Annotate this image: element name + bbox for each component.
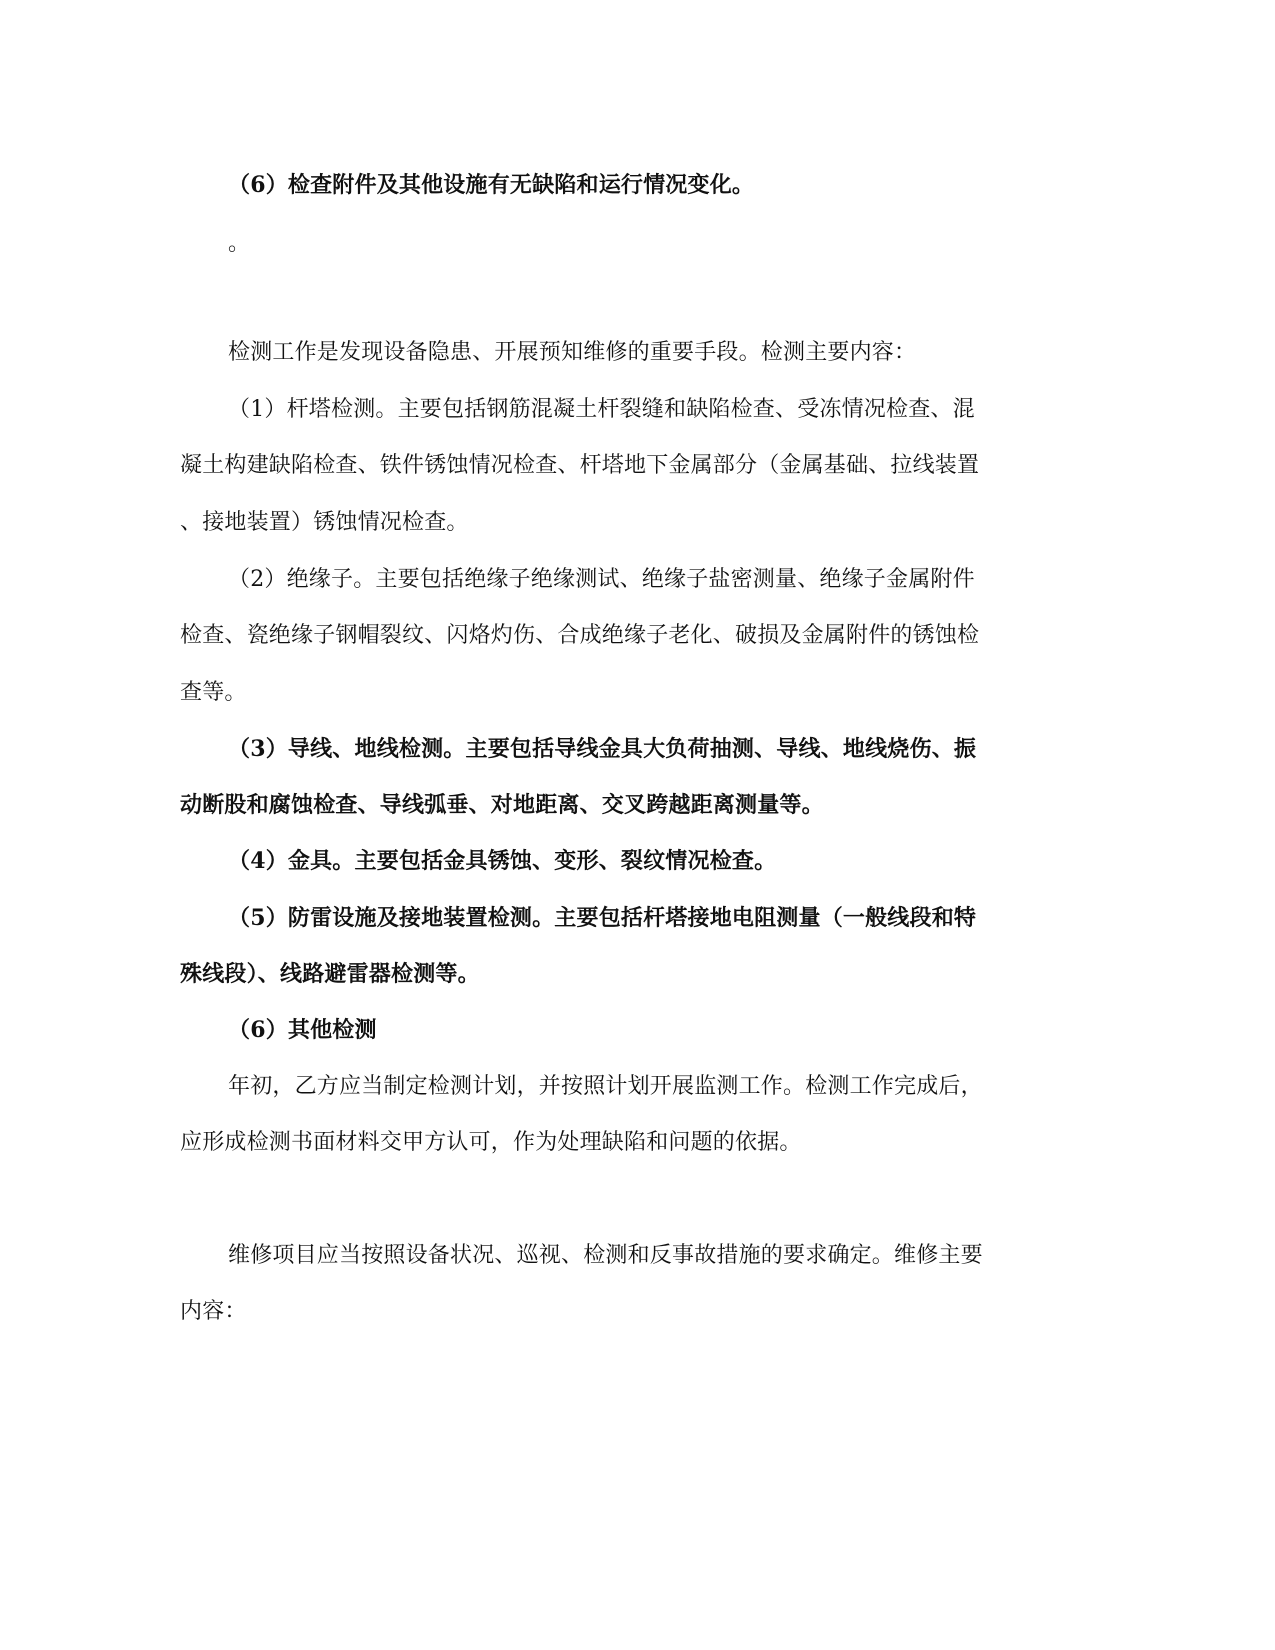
paragraph-line: 年初，乙方应当制定检测计划，并按照计划开展监测工作。检测工作完成后， bbox=[228, 1074, 983, 1099]
paragraph-line: （4）金具。主要包括金具锈蚀、变形、裂纹情况检查。 bbox=[228, 848, 777, 874]
paragraph-line: （6）其他检测 bbox=[228, 1017, 377, 1043]
paragraph-line: 应形成检测书面材料交甲方认可，作为处理缺陷和问题的依据。 bbox=[180, 1130, 802, 1155]
paragraph-line: （2）绝缘子。主要包括绝缘子绝缘测试、绝缘子盐密测量、绝缘子金属附件 bbox=[228, 567, 975, 592]
paragraph-line: （5）防雷设施及接地装置检测。主要包括杆塔接地电阻测量（一般线段和特 bbox=[228, 905, 977, 931]
paragraph-line: 殊线段）、线路避雷器检测等。 bbox=[180, 961, 480, 987]
paragraph-line: （3）导线、地线检测。主要包括导线金具大负荷抽测、导线、地线烧伤、振 bbox=[228, 736, 977, 762]
paragraph-line: 内容： bbox=[180, 1299, 247, 1324]
paragraph-line: 动断股和腐蚀检查、导线弧垂、对地距离、交叉跨越距离测量等。 bbox=[180, 792, 824, 818]
paragraph-line: 维修项目应当按照设备状况、巡视、检测和反事故措施的要求确定。维修主要 bbox=[228, 1243, 983, 1268]
paragraph-line: 检查、瓷绝缘子钢帽裂纹、闪烙灼伤、合成绝缘子老化、破损及金属附件的锈蚀检 bbox=[180, 623, 980, 648]
paragraph-line: （1）杆塔检测。主要包括钢筋混凝土杆裂缝和缺陷检查、受冻情况检查、混 bbox=[228, 397, 975, 422]
paragraph-line: 检测工作是发现设备隐患、开展预知维修的重要手段。检测主要内容： bbox=[228, 340, 917, 365]
paragraph-line: 查等。 bbox=[180, 680, 247, 705]
paragraph-line: 、接地装置）锈蚀情况检查。 bbox=[180, 510, 469, 535]
paragraph-line: 。 bbox=[228, 231, 251, 256]
paragraph-line: （6）检查附件及其他设施有无缺陷和运行情况变化。 bbox=[228, 172, 755, 198]
paragraph-line: 凝土构建缺陷检查、铁件锈蚀情况检查、杆塔地下金属部分（金属基础、拉线装置 bbox=[180, 453, 980, 478]
